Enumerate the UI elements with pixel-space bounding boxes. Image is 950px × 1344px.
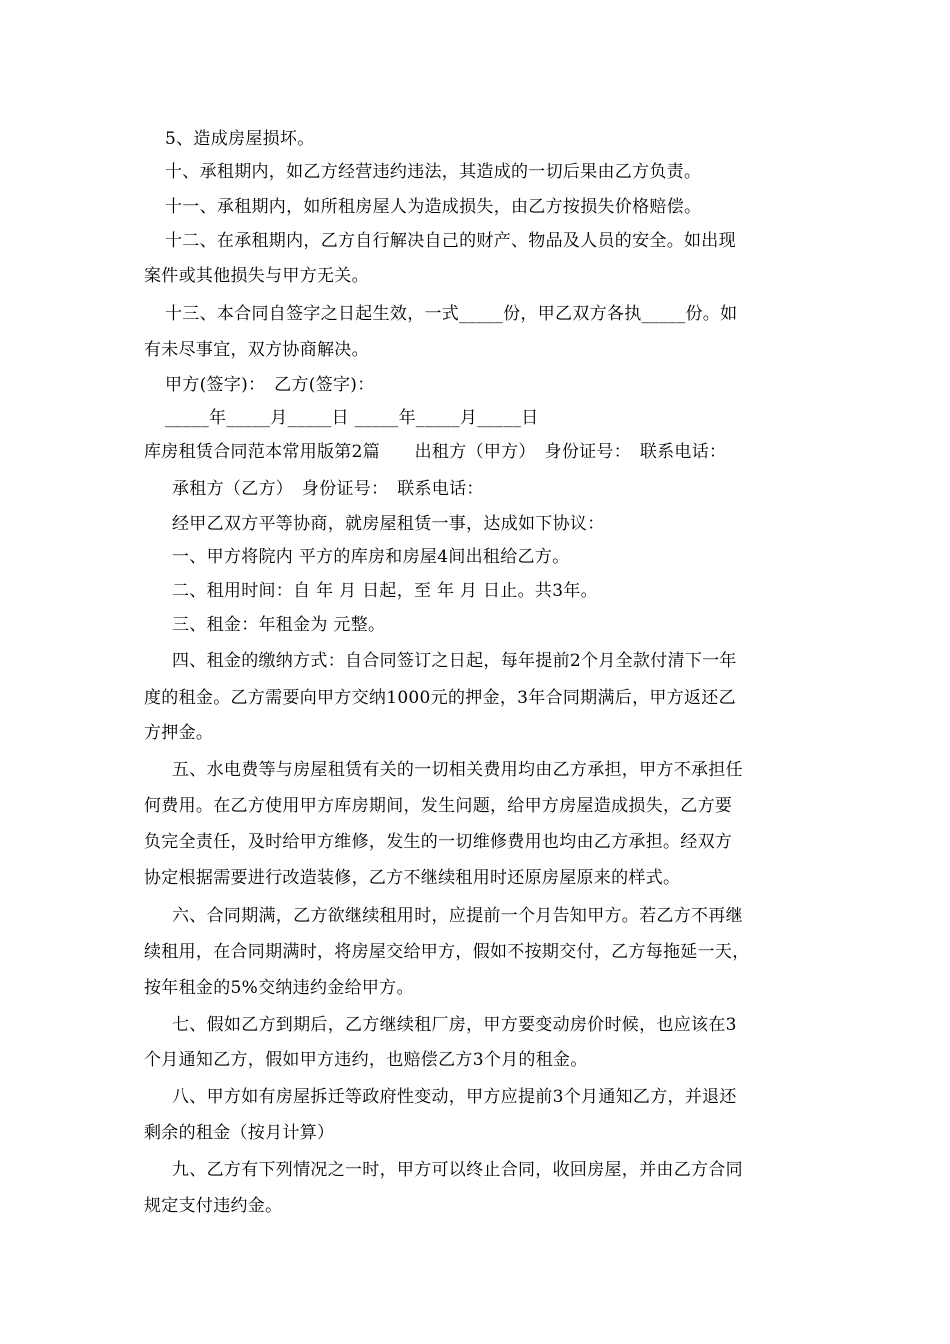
text-line: 十、承租期内，如乙方经营违约违法，其造成的一切后果由乙方负责。 xyxy=(165,162,702,182)
text-line: 一、甲方将院内 平方的库房和房屋4间出租给乙方。 xyxy=(172,547,570,567)
text-line: 负完全责任，及时给甲方维修，发生的一切维修费用也均由乙方承担。经双方 xyxy=(144,832,733,852)
text-line: 协定根据需要进行改造装修，乙方不继续租用时还原房屋原来的样式。 xyxy=(144,868,681,888)
text-line: 度的租金。乙方需要向甲方交纳1000元的押金，3年合同期满后，甲方返还乙 xyxy=(144,688,736,708)
text-line: 经甲乙双方平等协商，就房屋租赁一事，达成如下协议： xyxy=(172,514,605,534)
text-line: 按年租金的5%交纳违约金给甲方。 xyxy=(144,978,414,998)
text-line: 续租用，在合同期满时，将房屋交给甲方，假如不按期交付，乙方每拖延一天， xyxy=(144,942,750,962)
text-line: 三、租金：年租金为 元整。 xyxy=(172,615,386,635)
text-line: 剩余的租金（按月计算） xyxy=(144,1123,335,1143)
text-line: 5、造成房屋损坏。 xyxy=(165,129,315,149)
text-line: 规定支付违约金。 xyxy=(144,1196,283,1216)
text-line: 四、租金的缴纳方式：自合同签订之日起，每年提前2个月全款付清下一年 xyxy=(172,651,737,671)
text-line: 十三、本合同自签字之日起生效，一式_____份，甲乙双方各执_____份。如 xyxy=(165,304,738,324)
text-line: 方押金。 xyxy=(144,723,214,743)
date-line: _____年_____月_____日 _____年_____月_____日 xyxy=(165,408,539,428)
section-heading: 库房租赁合同范本常用版第2篇 出租方（甲方） 身份证号： 联系电话： xyxy=(144,442,727,462)
text-line: 十二、在承租期内，乙方自行解决自己的财产、物品及人员的安全。如出现 xyxy=(165,231,736,251)
text-line: 何费用。在乙方使用甲方库房期间，发生问题，给甲方房屋造成损失，乙方要 xyxy=(144,796,733,816)
text-line: 个月通知乙方，假如甲方违约，也赔偿乙方3个月的租金。 xyxy=(144,1050,588,1070)
signature-line: 甲方(签字)： 乙方(签字)： xyxy=(165,375,375,395)
text-line: 十一、承租期内，如所租房屋人为造成损失，由乙方按损失价格赔偿。 xyxy=(165,197,702,217)
text-line: 七、假如乙方到期后，乙方继续租厂房，甲方要变动房价时候，也应该在3 xyxy=(172,1015,737,1035)
text-line: 有未尽事宜，双方协商解决。 xyxy=(144,340,369,360)
text-line: 九、乙方有下列情况之一时，甲方可以终止合同，收回房屋，并由乙方合同 xyxy=(172,1160,743,1180)
text-line: 八、甲方如有房屋拆迁等政府性变动，甲方应提前3个月通知乙方，并退还 xyxy=(172,1087,737,1107)
text-line: 五、水电费等与房屋租赁有关的一切相关费用均由乙方承担，甲方不承担任 xyxy=(172,760,743,780)
text-line: 案件或其他损失与甲方无关。 xyxy=(144,266,369,286)
text-line: 六、合同期满，乙方欲继续租用时，应提前一个月告知甲方。若乙方不再继 xyxy=(172,906,743,926)
text-line: 二、租用时间：自 年 月 日起，至 年 月 日止。共3年。 xyxy=(172,581,598,601)
text-line: 承租方（乙方） 身份证号： 联系电话： xyxy=(172,479,484,499)
